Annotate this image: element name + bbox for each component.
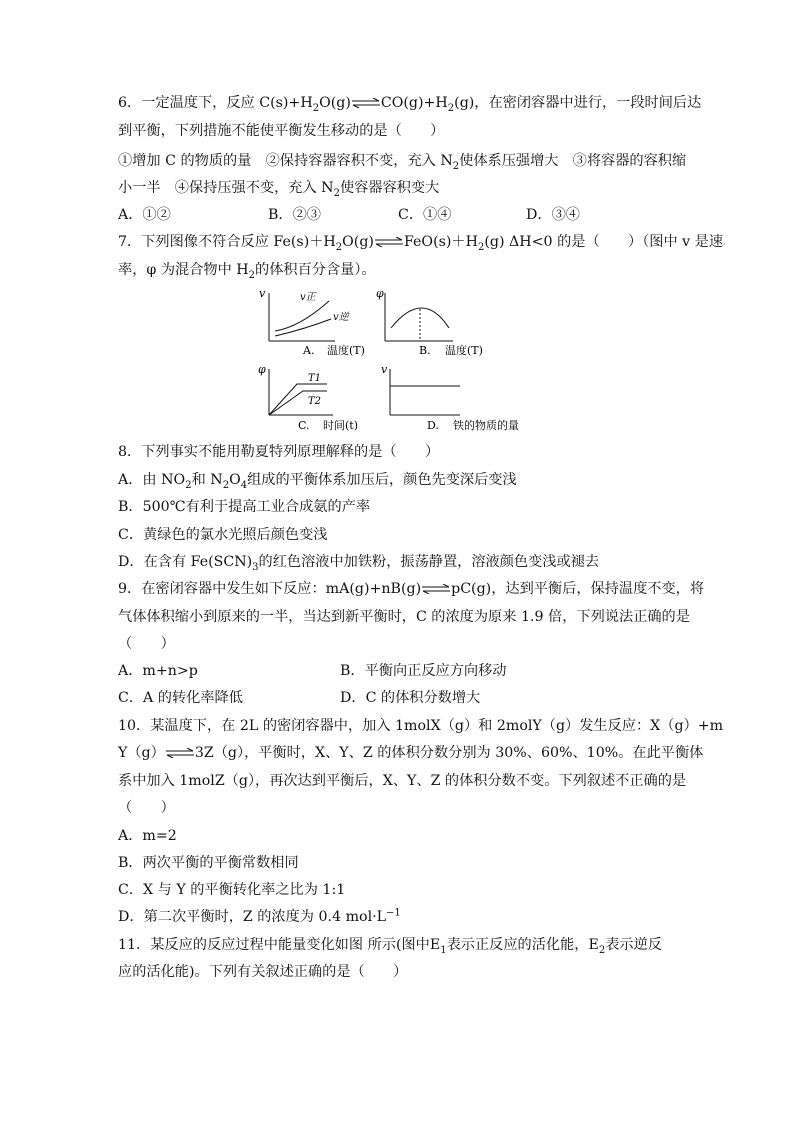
graph-a-xlabel: 温度(T) (327, 344, 365, 357)
subscript: 2 (447, 102, 455, 114)
graph-b-letter: B. (419, 344, 431, 357)
subscript: 2 (222, 479, 230, 491)
subscript: 2 (312, 102, 320, 114)
q9-option-d[interactable]: D．C 的体积分数增大 (340, 690, 481, 706)
q8-text: 组成的平衡体系加压后，颜色先变深后变浅 (247, 472, 517, 488)
q6-text: ①增加 C 的物质的量 ②保持容器容积不变，充入 N (118, 153, 453, 169)
graph-d (381, 363, 519, 432)
graph-d-ylabel: v (381, 363, 388, 376)
graph-c-t1: T1 (308, 373, 322, 384)
q7-line-1 (118, 232, 723, 252)
graph-d-letter: D. (427, 419, 439, 432)
q7-text: FeO(s)＋H (403, 234, 478, 250)
q9-option-a[interactable]: A．m+n>p (118, 663, 198, 679)
graph-c-ylabel: φ (258, 363, 266, 376)
q10-option-d[interactable] (118, 907, 401, 927)
subscript: 2 (452, 160, 460, 172)
graph-a-curve2: v逆 (333, 312, 349, 323)
q8-text: 和 N (191, 472, 223, 488)
q6-option-c[interactable]: C．①④ (398, 207, 452, 223)
graph-a (259, 287, 365, 357)
q11-text: 11．某反应的反应过程中能量变化如图 所示(图中E (118, 937, 441, 953)
q8-option-a[interactable] (118, 470, 517, 490)
graph-b-ylabel: φ (376, 287, 384, 300)
q6-option-b[interactable]: B．②③ (268, 207, 321, 223)
graph-c-t2: T2 (308, 396, 322, 407)
q6-text: 小一半 ④保持压强不变，充入 N (118, 180, 334, 196)
q7-line-2 (118, 260, 376, 280)
q8-option-c[interactable]: C．黄绿色的氯水光照后颜色变浅 (118, 527, 328, 543)
q10-line-1: 10．某温度下，在 2L 的密闭容器中，加入 1molX（g）和 2molY（g）发生反应：X（g）+m (118, 718, 724, 734)
graph-b (376, 287, 483, 357)
equilibrium-arrow-icon (351, 98, 381, 108)
subscript: 2 (248, 269, 256, 281)
q6-text: (g)，在密闭容器中进行，一段时间后达 (454, 95, 702, 111)
q8-option-b[interactable]: B．500℃有利于提高工业合成氨的产率 (118, 499, 371, 515)
subscript: 3 (252, 561, 259, 573)
q7-text: (g) ΔH<0 的是（ ）（图中 v 是速 (484, 234, 724, 250)
q6-text: 6．一定温度下，反应 C(s)+H (118, 95, 313, 111)
superscript: −1 (386, 907, 401, 919)
graph-c-letter: C. (298, 419, 310, 432)
q7-text: O(g) (342, 234, 374, 250)
q9-text: pC(g)，达到平衡后，保持温度不变，将 (451, 581, 705, 597)
q11-line-2: 应的活化能)。下列有关叙述正确的是（ ） (118, 964, 408, 980)
subscript: 2 (333, 187, 340, 199)
q11-text: 表示逆反 (605, 937, 662, 953)
graph-c-xlabel: 时间(t) (323, 419, 359, 432)
graph-b-xlabel: 温度(T) (445, 344, 483, 357)
q8-stem: 8．下列事实不能用勒夏特列原理解释的是（ ） (118, 444, 440, 460)
q10-text: Y（g） (118, 745, 165, 761)
q6-text: 使体系压强增大 ③将容器的容积缩 (459, 153, 687, 169)
q11-text: 表示正反应的活化能，E (446, 937, 599, 953)
q7-text: 的体积百分含量）。 (255, 262, 376, 278)
q10-line-4: （ ） (118, 800, 175, 816)
q6-option-a[interactable]: A．①② (118, 207, 171, 223)
q6-text: 使容器容积变大 (339, 180, 440, 196)
q6-line-2: 到平衡，下列措施不能使平衡发生移动的是（ ） (118, 123, 445, 139)
q10-line-3: 系中加入 1molZ（g），再次达到平衡后，X、Y、Z 的体积分数不变。下列叙述不正确的是 (118, 773, 687, 789)
subscript: 2 (598, 944, 606, 956)
q8-text: 的红色溶液中加铁粉，振荡静置，溶液颜色变浅或褪去 (258, 554, 600, 570)
graph-c (258, 363, 358, 432)
subscript: 1 (440, 944, 447, 956)
q6-line-1 (118, 93, 701, 113)
q7-graphs (255, 283, 545, 438)
q9-line-2: 气体体积缩小到原来的一半，当达到新平衡时，C 的浓度为原来 1.9 倍，下列说法正确的是 (118, 609, 690, 625)
graph-d-xlabel: 铁的物质的量 (453, 419, 519, 432)
subscript: 2 (477, 241, 485, 253)
q6-line-3 (118, 151, 686, 171)
equilibrium-arrow-icon (421, 584, 451, 594)
q10-text: 3Z（g），平衡时，X、Y、Z 的体积分数分别为 30%、60%、10%。在此平衡体 (194, 745, 704, 761)
v-reverse-curve (275, 319, 331, 336)
q9-line-3: （ ） (118, 636, 175, 652)
q10-line-2 (118, 743, 703, 763)
subscript: 4 (240, 479, 248, 491)
subscript: 2 (185, 479, 192, 491)
q10-option-b[interactable]: B．两次平衡的平衡常数相同 (118, 855, 299, 871)
v-forward-curve (275, 301, 329, 331)
q9-line-1 (118, 579, 704, 599)
q8-option-d[interactable] (118, 552, 599, 572)
q7-text: 率，φ 为混合物中 H (118, 262, 249, 278)
q9-option-c[interactable]: C．A 的转化率降低 (118, 690, 243, 706)
equilibrium-arrow-icon (165, 748, 195, 758)
graph-a-curve1: v正 (300, 292, 316, 303)
q10-text: D．第二次平衡时，Z 的浓度为 0.4 mol·L (118, 909, 387, 925)
q6-line-4 (118, 178, 439, 198)
q10-option-c[interactable]: C．X 与 Y 的平衡转化率之比为 1:1 (118, 882, 346, 898)
equilibrium-arrow-icon (374, 237, 404, 247)
q6-text: CO(g)+H (380, 95, 448, 111)
q11-line-1 (118, 935, 662, 955)
q7-text: 7．下列图像不符合反应 Fe(s)＋H (118, 234, 336, 250)
subscript: 2 (335, 241, 343, 253)
q10-option-a[interactable]: A．m=2 (118, 828, 177, 844)
q6-option-d[interactable]: D．③④ (526, 207, 580, 223)
graph-a-ylabel: v (259, 287, 266, 300)
q8-text: D．在含有 Fe(SCN) (118, 554, 253, 570)
q6-text: O(g) (319, 95, 351, 111)
q9-option-b[interactable]: B．平衡向正反应方向移动 (340, 663, 507, 679)
graph-a-letter: A. (303, 344, 315, 357)
q9-text: 9．在密闭容器中发生如下反应：mA(g)+nB(g) (118, 581, 422, 597)
q8-text: O (229, 472, 241, 488)
q8-text: A．由 NO (118, 472, 186, 488)
